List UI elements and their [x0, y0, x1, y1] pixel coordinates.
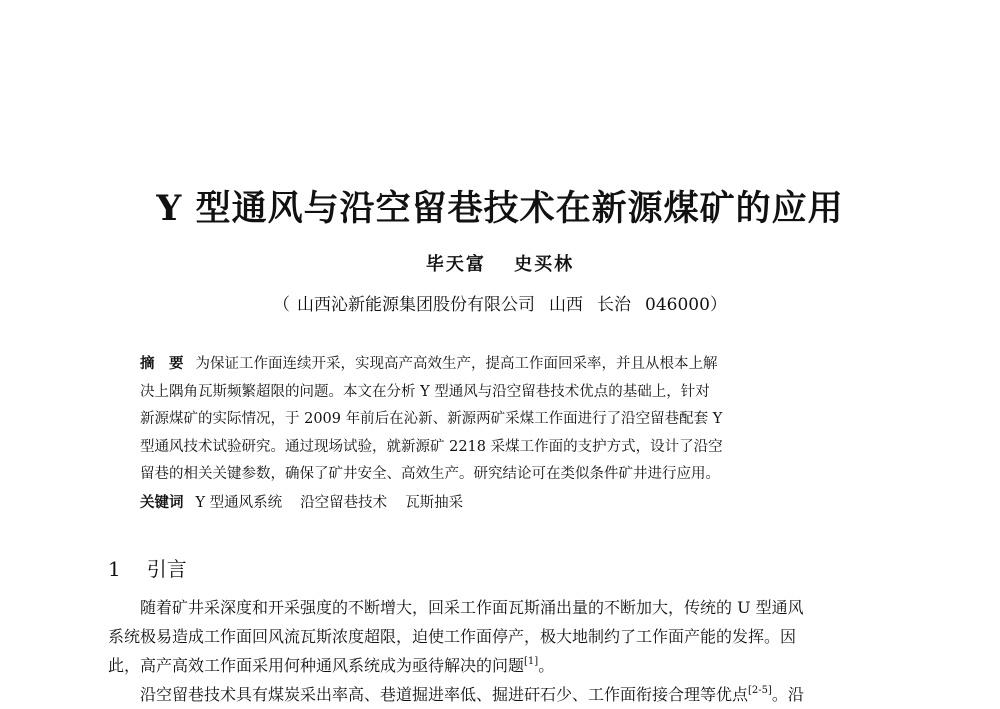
author-list	[0, 250, 1000, 276]
affiliation-close-paren: ）	[709, 295, 727, 315]
keywords-line	[140, 489, 860, 518]
affiliation-province: 山西	[549, 295, 584, 315]
section-number: 1	[108, 557, 121, 581]
citation-ref: [2-5]	[748, 685, 772, 696]
author-name: 毕天富	[425, 254, 486, 275]
section-heading	[108, 553, 187, 582]
author-name: 史买林	[514, 254, 575, 275]
keywords-label: 关键词	[140, 493, 184, 511]
abstract-line: 留巷的相关关键参数，确保了矿井安全、高效生产。研究结论可在类似条件矿井进行应用。	[140, 466, 720, 482]
keyword: 沿空留巷技术	[300, 494, 388, 511]
section-title: 引言	[146, 557, 187, 581]
body-line: 随着矿井采深度和开采强度的不断增大，回采工作面瓦斯涌出量的不断加大，传统的 U 型通风	[140, 598, 804, 617]
body-text-span: 。沿	[771, 685, 804, 704]
body-line	[108, 680, 900, 709]
abstract-line: 决上隅角瓦斯频繁超限的问题。本文在分析 Y 型通风与沿空留巷技术优点的基础上，针对	[140, 383, 710, 400]
keyword: 瓦斯抽采	[405, 494, 464, 511]
body-text-span: 。	[538, 656, 555, 675]
abstract-block	[140, 350, 860, 517]
body-text	[108, 593, 900, 709]
abstract-line	[140, 350, 860, 379]
paper-title: Y 型通风与沿空留巷技术在新源煤矿的应用	[156, 188, 844, 229]
abstract-label: 摘 要	[140, 355, 184, 372]
keyword: Y 型通风系统	[195, 494, 283, 511]
body-text-span: 此，高产高效工作面采用何种通风系统成为亟待解决的问题	[108, 656, 525, 675]
affiliation-postcode: 046000	[645, 295, 710, 315]
affiliation-org: 山西沁新能源集团股份有限公司	[297, 295, 536, 315]
body-text-span: 沿空留巷技术具有煤炭采出率高、巷道掘进率低、掘进矸石少、工作面衔接合理等优点	[140, 685, 749, 704]
affiliation	[0, 290, 1000, 315]
abstract-line: 新源煤矿的实际情况，于 2009 年前后在沁新、新源两矿采煤工作面进行了沿空留巷配套 Y	[140, 411, 723, 427]
abstract-text: 为保证工作面连续开采，实现高产高效生产，提高工作面回采率，并且从根本上解	[195, 356, 718, 372]
body-line: 系统极易造成工作面回风流瓦斯浓度超限，迫使工作面停产，极大地制约了工作面产能的发挥。因	[108, 627, 797, 646]
abstract-line: 型通风技术试验研究。通过现场试验，就新源矿 2218 采煤工作面的支护方式，设计了沿空	[140, 438, 723, 455]
citation-ref: [1]	[524, 656, 539, 667]
affiliation-open-paren: （	[273, 295, 291, 315]
body-line	[108, 651, 900, 680]
affiliation-city: 长治	[597, 295, 632, 315]
